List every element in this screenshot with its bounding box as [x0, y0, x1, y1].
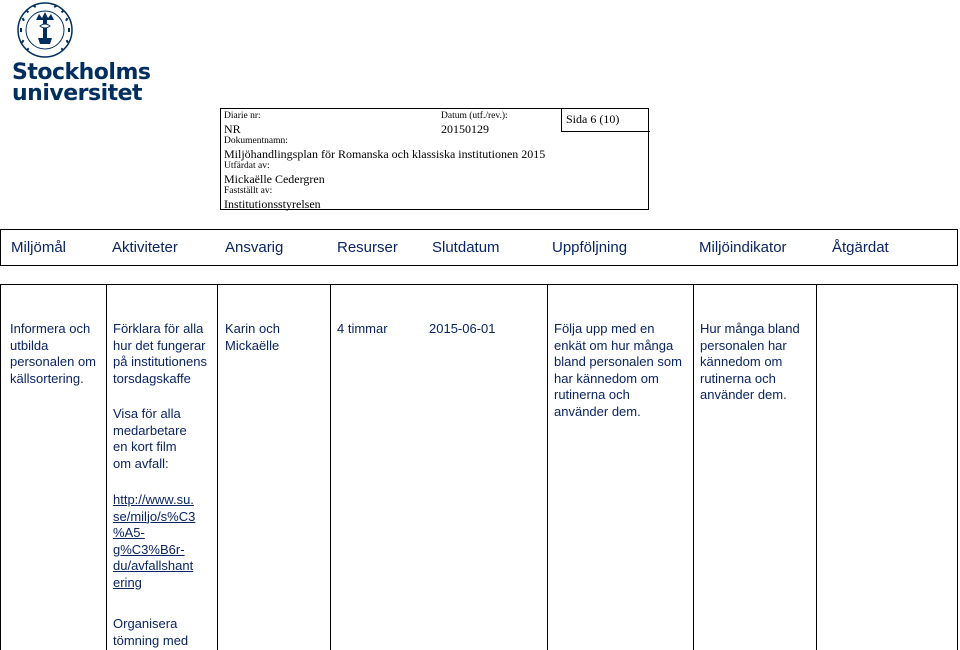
dokumentnamn-label: Dokumentnamn: [224, 136, 288, 146]
column-heading-aktiviteter: Aktiviteter [112, 239, 178, 256]
film-link[interactable]: http://www.su. se/miljo/s%C3 %A5- g%C3%B6r- du/avfallshant ering [113, 492, 196, 590]
faststallt-value: Institutionsstyrelsen [224, 197, 321, 211]
datum-label: Datum (utf./rev.): [441, 111, 508, 121]
cell-miljomal: Informera och utbilda personalen om källsortering. [10, 321, 96, 386]
dokumentnamn-value: Miljöhandlingsplan för Romanska och klassiska institutionen 2015 [224, 147, 546, 161]
column-heading-slutdatum: Slutdatum [432, 239, 500, 256]
faststallt-label: Fastställt av: [224, 186, 273, 196]
document-header-box [220, 108, 649, 210]
utfardat-label: Utfärdat av: [224, 161, 270, 171]
cell-ansvarig: Karin och Mickaëlle [225, 321, 280, 353]
cell-aktiviteter-3: Organisera tömning med [113, 616, 189, 648]
column-headings-row [0, 229, 958, 266]
cell-miljoindikator: Hur många bland personalen har kännedom om rutinerna och använder dem. [700, 321, 800, 402]
cell-uppfoljning: Följa upp med en enkät om hur många bland personalen som har kännedom om rutinerna och använder dem. [554, 321, 682, 419]
column-heading-miljoindikator: Miljöindikator [699, 239, 787, 256]
action-plan-table [0, 284, 958, 650]
cell-aktiviteter-1: Förklara för alla hur det fungerar på institutionens torsdagskaffe [113, 321, 207, 386]
page-number: Sida 6 (10) [566, 112, 620, 126]
cell-aktiviteter-2: Visa för alla medarbetare en kort film om avfall: [113, 406, 187, 471]
diarie-value: NR [224, 122, 241, 136]
cell-resurser: 4 timmar [337, 321, 388, 336]
logo-text-stockholms: Stockholms [12, 60, 151, 85]
university-seal-icon [12, 0, 78, 60]
column-heading-ansvarig: Ansvarig [225, 239, 284, 256]
column-heading-miljomal: Miljömål [11, 239, 67, 256]
datum-value: 20150129 [441, 122, 489, 136]
column-heading-uppfoljning: Uppföljning [552, 239, 628, 256]
column-heading-atgardat: Åtgärdat [832, 239, 889, 256]
logo-text-universitet: universitet [12, 81, 143, 106]
utfardat-value: Mickaëlle Cedergren [224, 172, 325, 186]
university-logo [4, 0, 151, 108]
cell-slutdatum: 2015-06-01 [429, 321, 496, 336]
column-heading-resurser: Resurser [337, 239, 398, 256]
diarie-label: Diarie nr: [224, 111, 261, 121]
